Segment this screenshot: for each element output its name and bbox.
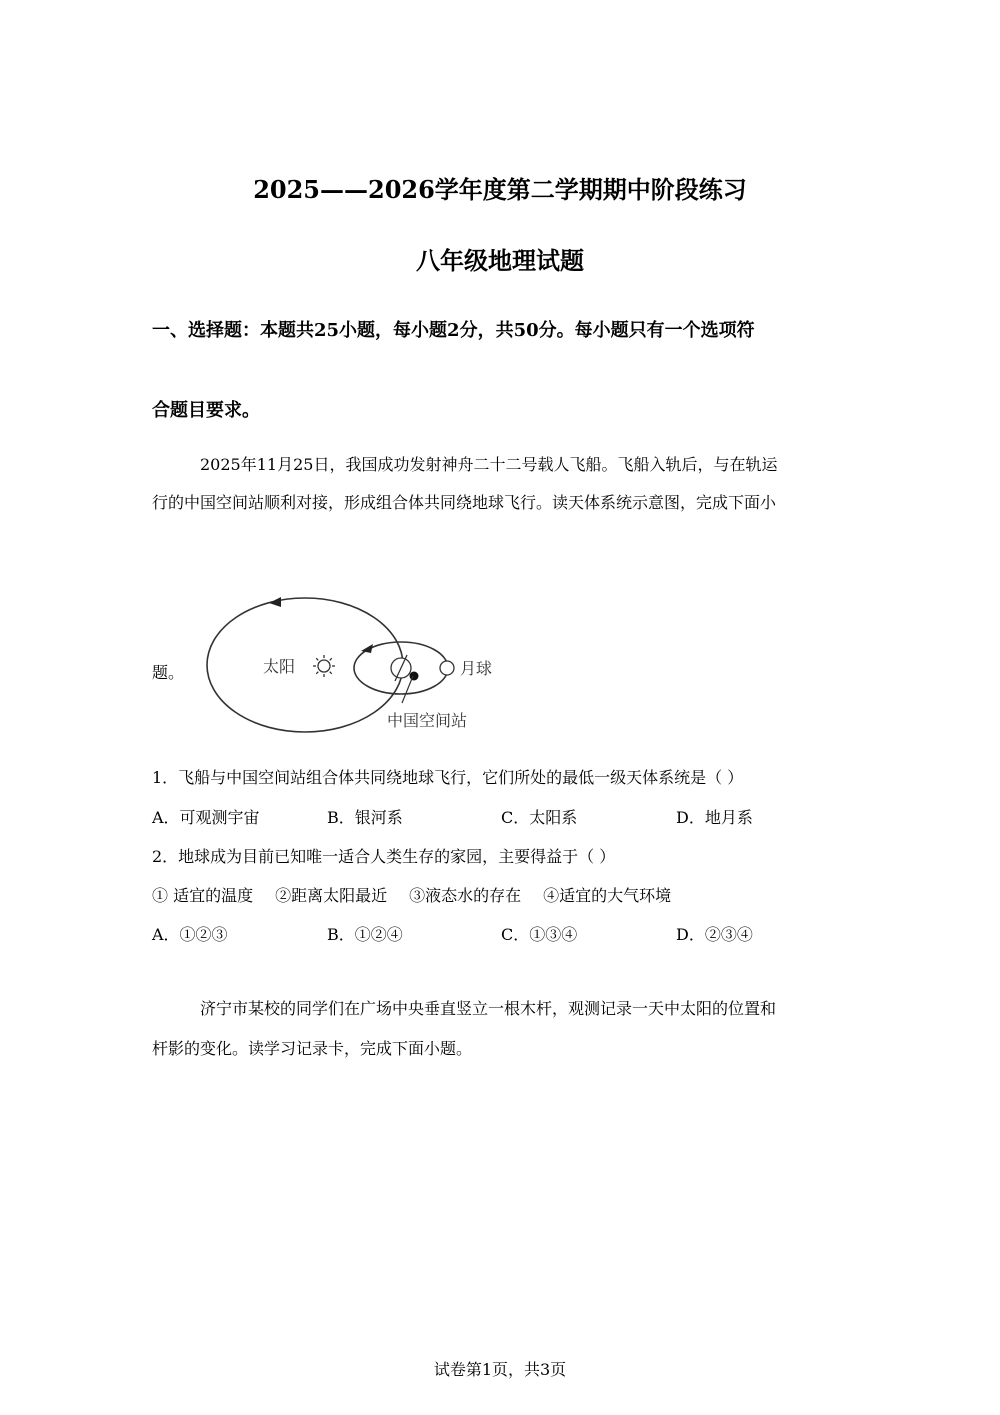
space-station-leader-line: [402, 676, 413, 703]
moon-icon: [440, 661, 454, 675]
question-2-option-b: B．①②④: [327, 925, 403, 944]
question-2-statements: [152, 883, 671, 906]
passage-2-line-1: 济宁市某校的同学们在广场中央垂直竖立一根木杆，观测记录一天中太阳的位置和: [200, 999, 777, 1018]
section-heading-line-2: 合题目要求。: [152, 400, 260, 421]
moon-label: 月球: [460, 659, 493, 678]
question-2-statement-2: ②距离太阳最近: [275, 886, 388, 905]
space-station-label: 中国空间站: [387, 711, 468, 730]
question-2-statement-4: ④适宜的大气环境: [543, 886, 672, 905]
question-1-option-c: C．太阳系: [501, 808, 578, 827]
question-1-option-d: D．地月系: [676, 808, 753, 827]
question-1-option-b: B．银河系: [327, 808, 403, 827]
passage-1-line-2: 行的中国空间站顺利对接，形成组合体共同绕地球飞行。读天体系统示意图，完成下面小: [152, 493, 777, 512]
earth-orbit: [207, 598, 403, 732]
question-1-option-a: A．可观测宇宙: [152, 808, 260, 827]
celestial-system-diagram: [195, 585, 515, 735]
sun-label: 太阳: [263, 657, 296, 676]
passage-1-line-3: 题。: [152, 663, 185, 682]
question-2-statement-3: ③液态水的存在: [409, 886, 522, 905]
space-station-dot: [410, 672, 419, 681]
question-2-option-c: C．①③④: [501, 925, 578, 944]
question-2-option-a: A．①②③: [152, 925, 228, 944]
page-footer: 试卷第1页，共3页: [433, 1360, 567, 1379]
sun-icon: [313, 655, 335, 677]
exam-subtitle: 八年级地理试题: [416, 246, 584, 275]
exam-title: 2025——2026学年度第二学期期中阶段练习: [253, 175, 747, 204]
moon-orbit-arrow: [361, 644, 373, 653]
question-1-stem: 1．飞船与中国空间站组合体共同绕地球飞行，它们所处的最低一级天体系统是（ ）: [152, 768, 744, 787]
section-heading-line-1: 一、选择题：本题共25小题，每小题2分，共50分。每小题只有一个选项符: [152, 320, 755, 341]
question-2-stem: 2．地球成为目前已知唯一适合人类生存的家园，主要得益于（ ）: [152, 847, 616, 866]
passage-1-line-1: 2025年11月25日，我国成功发射神舟二十二号载人飞船。飞船入轨后，与在轨运: [200, 455, 778, 474]
passage-2-line-2: 杆影的变化。读学习记录卡，完成下面小题。: [152, 1039, 473, 1058]
question-2-option-d: D．②③④: [676, 925, 753, 944]
earth-icon: [391, 655, 411, 681]
question-2-statement-1: ① 适宜的温度: [152, 886, 254, 905]
